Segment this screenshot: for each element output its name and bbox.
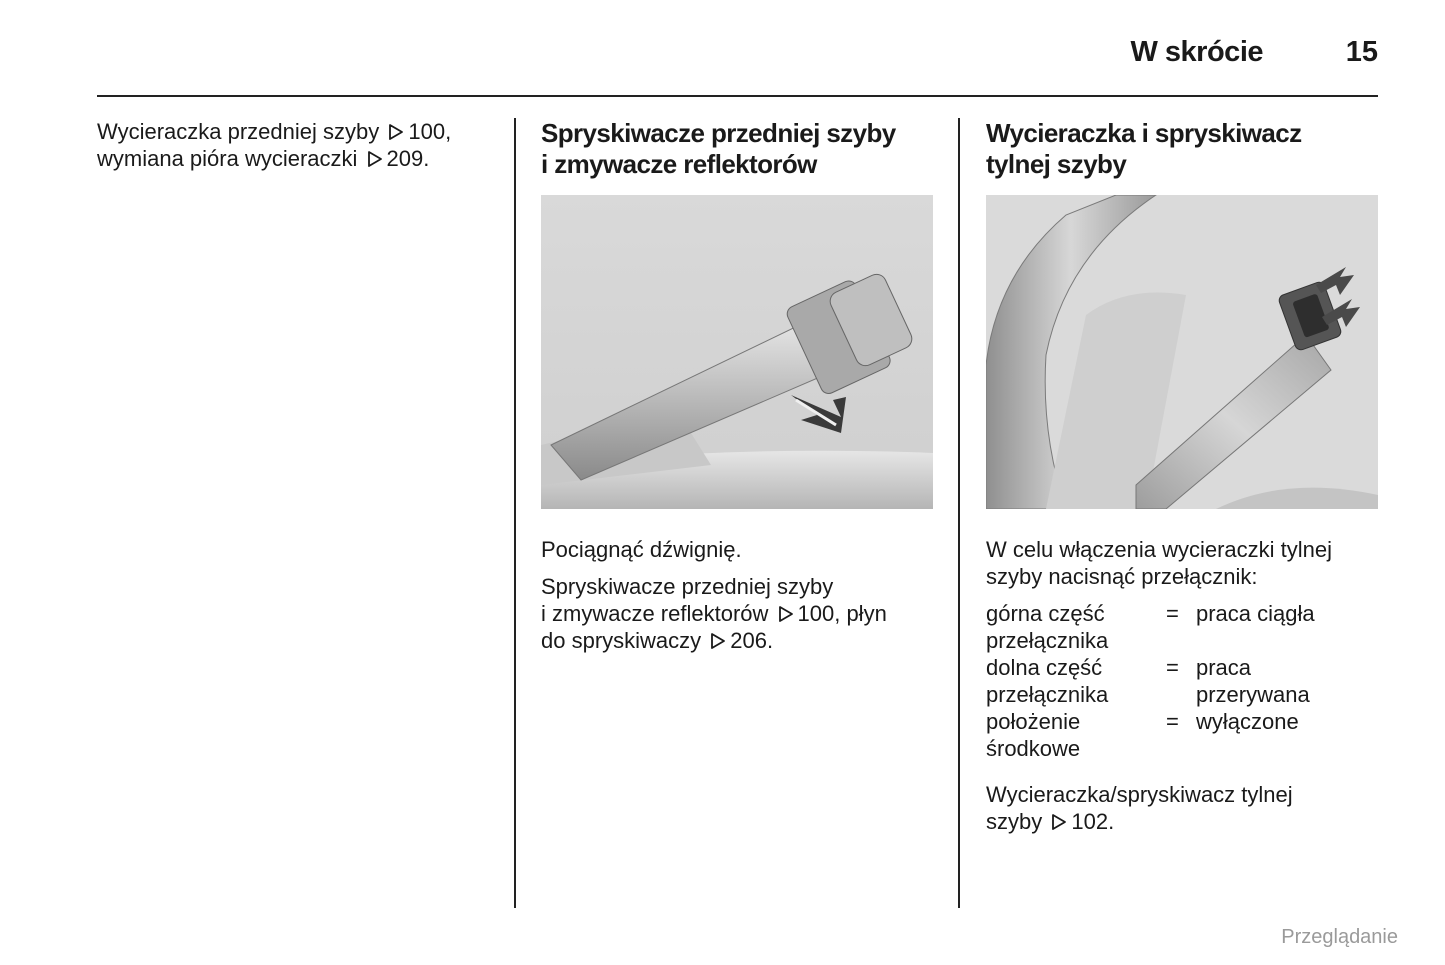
reference-page[interactable]: 100, płyn: [797, 601, 887, 626]
instruction-text: [986, 536, 1378, 590]
reference-paragraph: [541, 573, 933, 654]
column-2: [541, 118, 933, 654]
page-reference-arrow-icon: [777, 605, 795, 623]
reference-page[interactable]: 209.: [386, 146, 430, 171]
rear-wiper-illustration: [986, 195, 1378, 509]
column-divider-2: [958, 118, 960, 908]
table-term: dolna część przełącznika: [986, 655, 1109, 707]
page-number: 15: [1345, 36, 1378, 68]
reference-page[interactable]: 100,: [408, 119, 452, 144]
reference-label: Wycieraczka przedniej szyby: [97, 119, 380, 144]
reference-page[interactable]: 102.: [1071, 809, 1115, 834]
wiper-lever-illustration: [541, 195, 933, 509]
table-term: położenie środkowe: [986, 709, 1081, 761]
table-definition: praca ciągła: [1196, 601, 1315, 626]
reference-label: szyby: [986, 809, 1043, 834]
column-1: [97, 118, 497, 172]
page-reference-arrow-icon: [387, 123, 405, 141]
reference-label: i zmywacze reflektorów: [541, 601, 769, 626]
reference-label: wymiana pióra wycieraczki: [97, 146, 358, 171]
heading-line: Wycieraczka i spryskiwacz: [986, 118, 1302, 148]
heading-line: Spryskiwacze przedniej szyby: [541, 118, 896, 148]
page-reference-arrow-icon: [709, 632, 727, 650]
section-heading: [986, 118, 1378, 180]
section-heading: [541, 118, 933, 180]
reference-label: Wycieraczka/spryskiwacz tylnej: [986, 782, 1293, 807]
column-3: [986, 118, 1378, 835]
column-divider-1: [514, 118, 516, 908]
page-reference-arrow-icon: [1050, 813, 1068, 831]
reference-page[interactable]: 206.: [730, 628, 774, 653]
reference-label: Spryskiwacze przedniej szyby: [541, 574, 834, 599]
table-equals: =: [1166, 601, 1179, 626]
switch-position-table: [986, 600, 1378, 762]
heading-line: tylnej szyby: [986, 149, 1127, 179]
intro-line: szyby nacisnąć przełącznik:: [986, 564, 1258, 589]
table-equals: =: [1166, 655, 1179, 680]
header-rule: [97, 95, 1378, 97]
table-equals: =: [1166, 709, 1179, 734]
wiper-lever-figure: [541, 195, 933, 509]
table-definition: praca przerywana: [1196, 655, 1310, 707]
page-reference-arrow-icon: [366, 150, 384, 168]
reference-label: do spryskiwaczy: [541, 628, 702, 653]
rear-wiper-figure: [986, 195, 1378, 509]
section-title: W skrócie: [1130, 36, 1263, 68]
heading-line: i zmywacze reflektorów: [541, 149, 817, 179]
reference-line-wiper: [97, 118, 497, 172]
table-definition: wyłączone: [1196, 709, 1299, 734]
instruction-text: Pociągnąć dźwignię.: [541, 537, 742, 562]
table-term: górna część przełącznika: [986, 601, 1109, 653]
reference-paragraph: [986, 781, 1378, 835]
intro-line: W celu włączenia wycieraczki tylnej: [986, 537, 1332, 562]
footer-navigation-label[interactable]: Przeglądanie: [1281, 926, 1398, 948]
page-header: [97, 30, 1378, 96]
